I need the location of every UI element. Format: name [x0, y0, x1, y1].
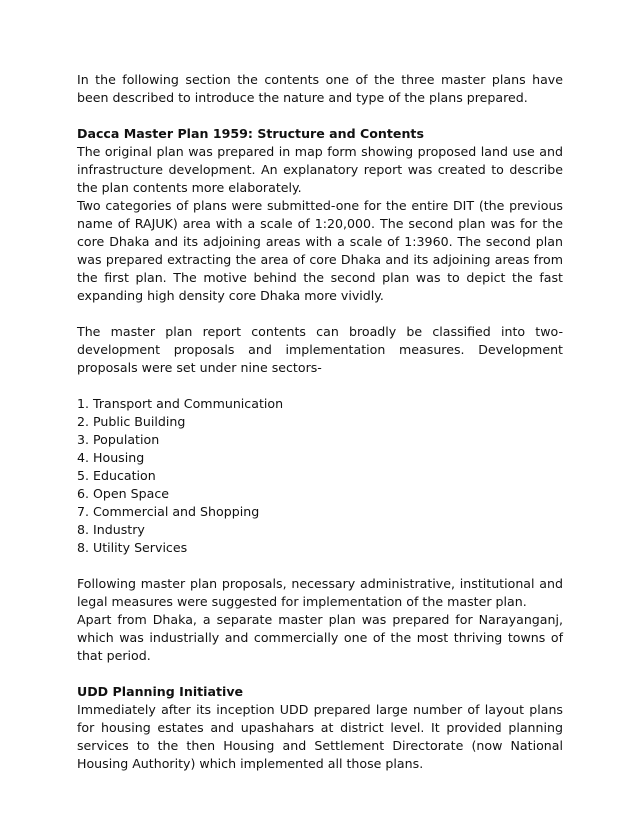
list-item: 8. Utility Services: [77, 540, 188, 555]
list-item: 1. Transport and Communication: [77, 396, 284, 411]
list-item: 3. Population: [77, 432, 160, 447]
list-item: 6. Open Space: [77, 486, 170, 501]
list-item: 8. Industry: [77, 522, 145, 537]
spacer: [77, 377, 563, 395]
list-item: 5. Education: [77, 468, 156, 483]
spacer: [77, 305, 563, 323]
paragraph-narayanganj: Apart from Dhaka, a separate master plan was prepared for Narayanganj, which was industrially and commercially one of the most thriving towns of that period.: [77, 612, 563, 663]
paragraph-original-plan: The original plan was prepared in map form showing proposed land use and infrastructure development. An explanatory report was created to describe the plan contents more elaborately.: [77, 144, 563, 195]
list-item: 4. Housing: [77, 450, 145, 465]
list-item: 7. Commercial and Shopping: [77, 504, 260, 519]
spacer: [77, 557, 563, 575]
paragraph-report-contents: The master plan report contents can broadly be classified into two-development proposals and implementation measures. Development proposals were set under nine sectors-: [77, 324, 563, 375]
spacer: [77, 665, 563, 683]
paragraph-legal-measures: Following master plan proposals, necessary administrative, institutional and legal measures were suggested for implementation of the master plan.: [77, 576, 563, 609]
section-heading-udd: UDD Planning Initiative: [77, 684, 244, 699]
paragraph-plan-categories: Two categories of plans were submitted-one for the entire DIT (the previous name of RAJUK) area with a scale of 1:20,000. The second plan was for the core Dhaka and its adjoining areas with a scale of 1:3960. The second plan was prepared extracting the area of core Dhaka and its adjoining areas from the first plan. The motive behind the second plan was to depict the fast expanding high density core Dhaka more vividly.: [77, 198, 563, 303]
intro-paragraph: In the following section the contents one of the three master plans have been described to introduce the nature and type of the plans prepared.: [77, 72, 563, 105]
document-page: [77, 71, 563, 773]
list-item: 2. Public Building: [77, 414, 186, 429]
spacer: [77, 107, 563, 125]
section-heading-master-plan: Dacca Master Plan 1959: Structure and Contents: [77, 126, 424, 141]
paragraph-udd: Immediately after its inception UDD prepared large number of layout plans for housing estates and upashahars at district level. It provided planning services to the then Housing and Settlement Directorate (now National Housing Authority) which implemented all those plans.: [77, 702, 563, 771]
sector-list: [77, 395, 563, 557]
